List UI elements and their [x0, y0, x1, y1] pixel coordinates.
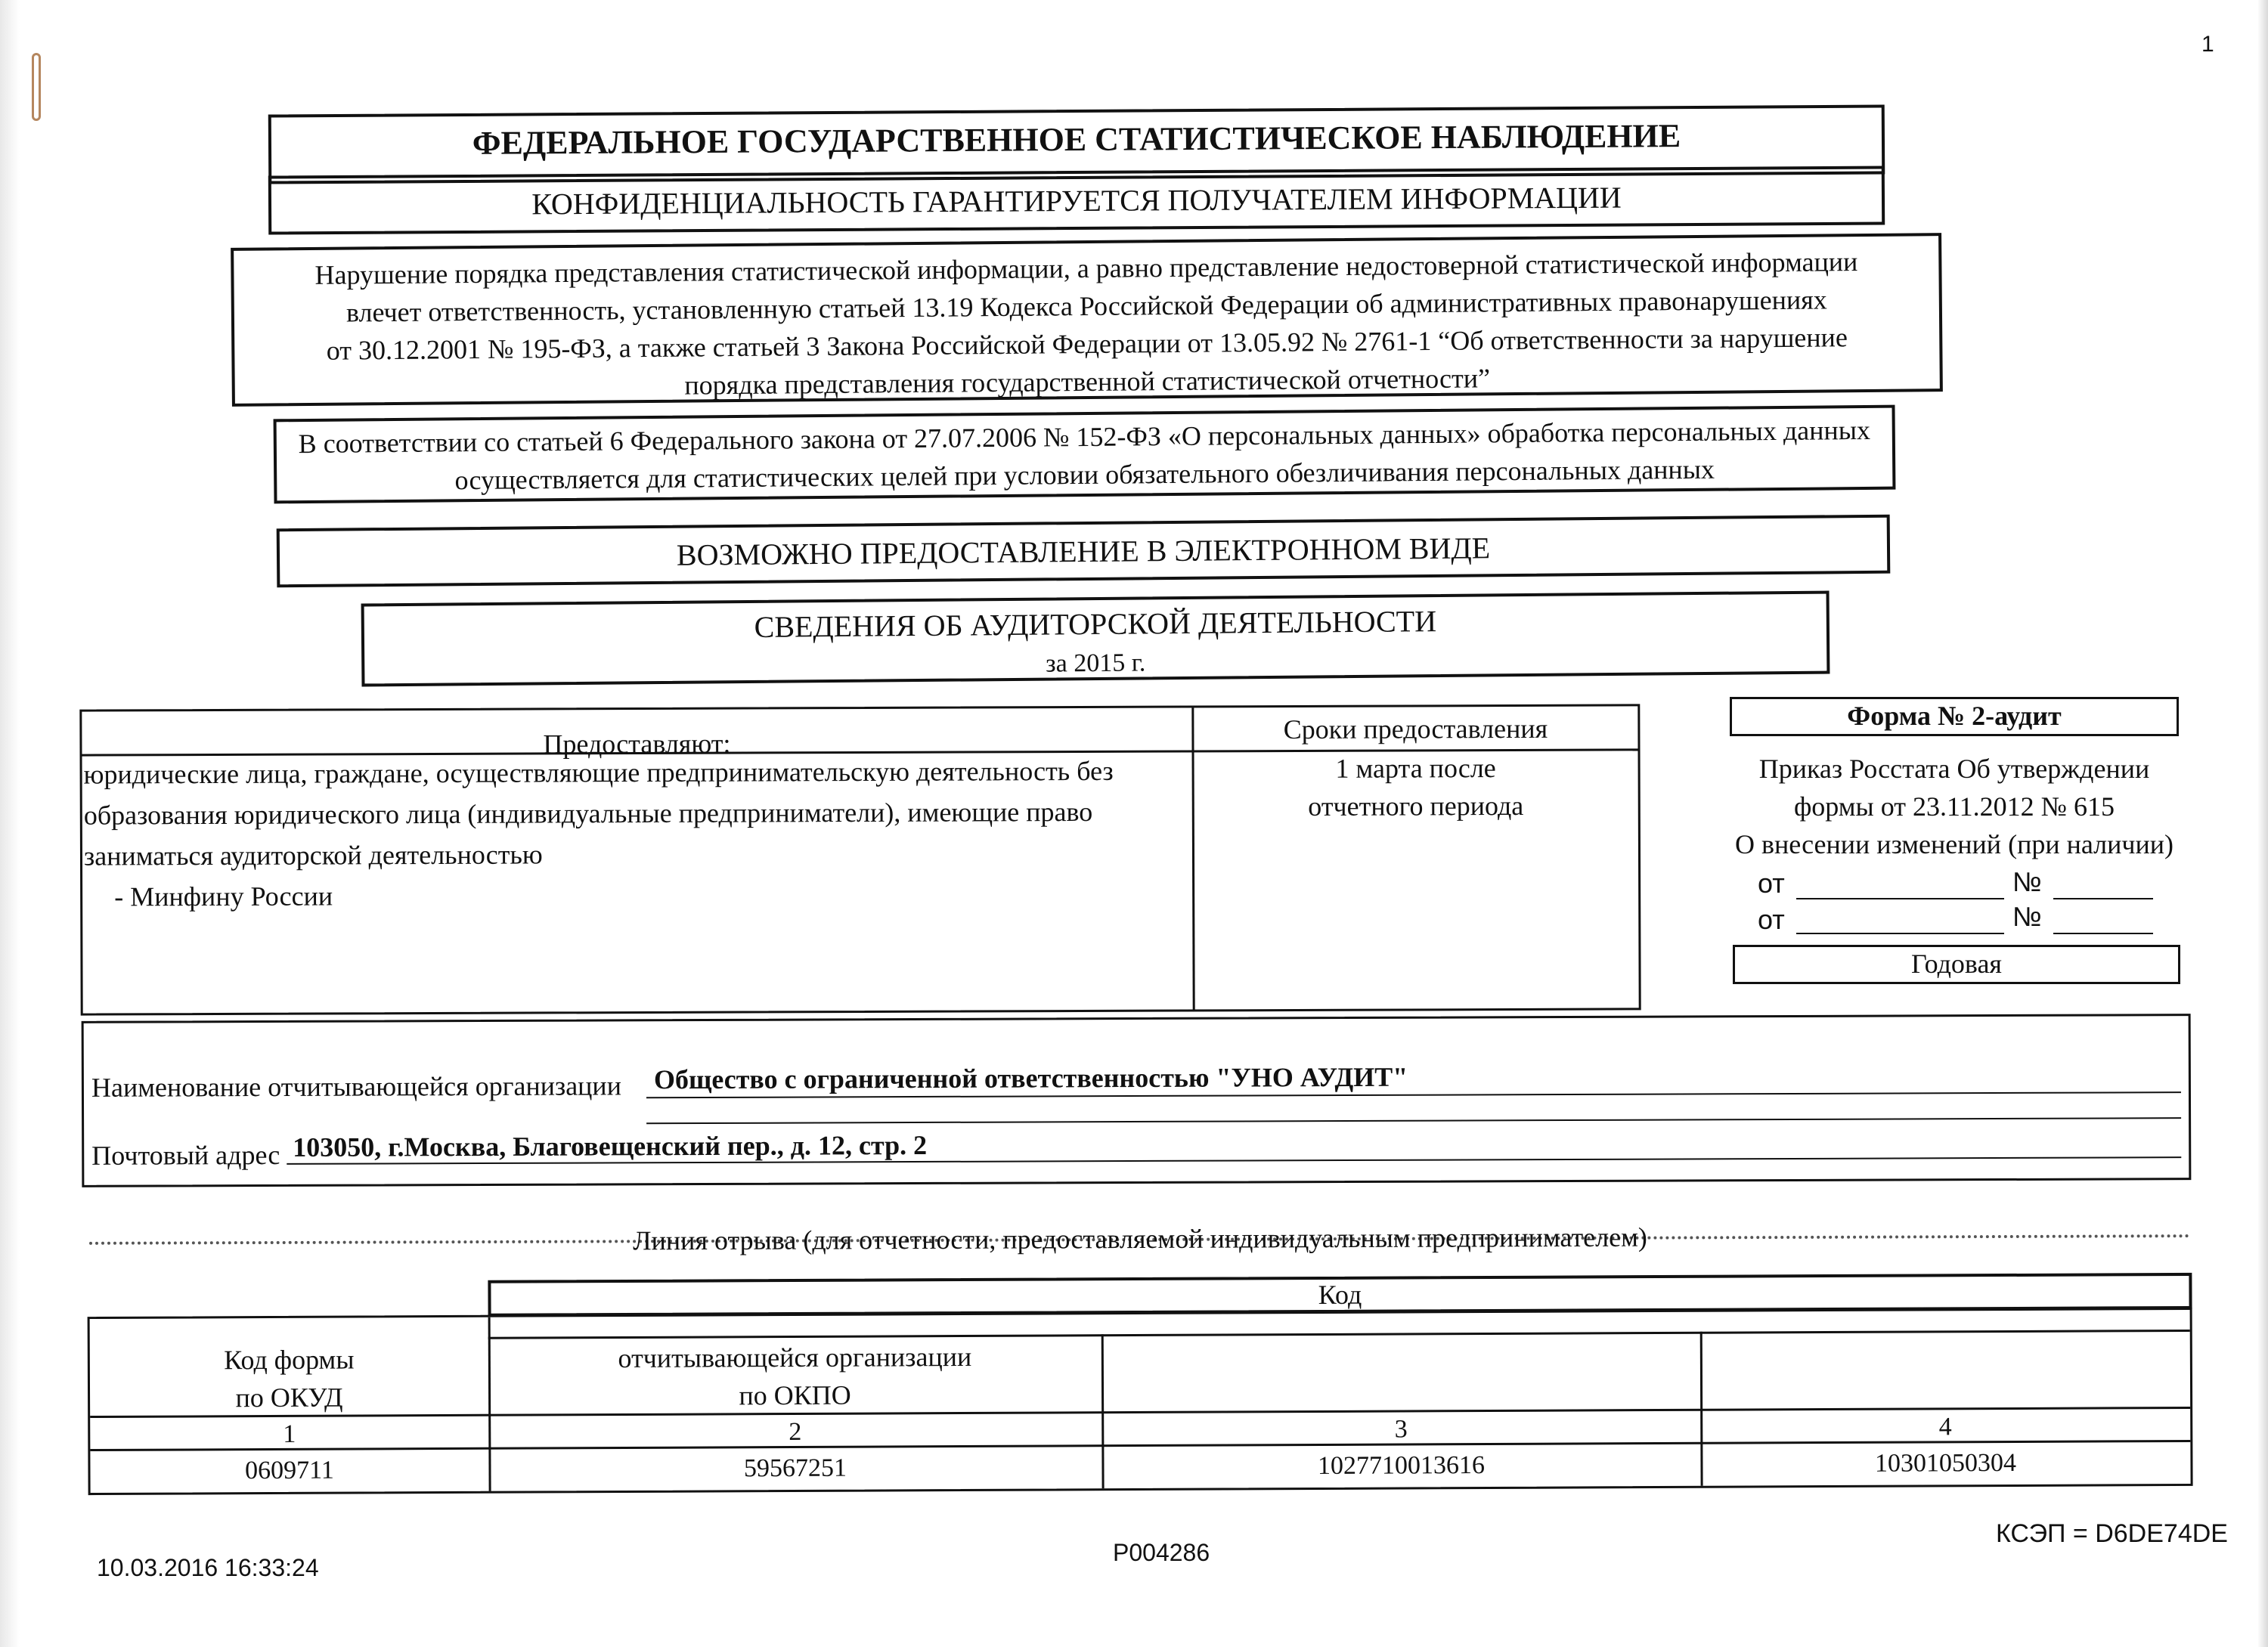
col-number-2: 2 — [789, 1417, 802, 1447]
col-number-3: 3 — [1394, 1415, 1408, 1444]
legal-warning-line-3: от 30.12.2001 № 195-ФЗ, а также статьей 3 Закона Российской Федерации от 13.05.92 № 2761-1 “Об ответственности за нарушение — [326, 322, 1848, 366]
footer-doc-code: P004286 — [1113, 1539, 1210, 1566]
amendment-from-label-1: от — [1758, 868, 1785, 899]
tear-line-caption: Линия отрыва (для отчетности, предоставляемой индивидуальным предпринимателем) — [633, 1221, 1647, 1256]
page-left-edge — [0, 0, 20, 1647]
personal-data-text — [277, 408, 1893, 501]
order-line-1: Приказ Росстата Об утверждении — [1758, 754, 2150, 784]
col-number-4: 4 — [1938, 1413, 1952, 1441]
footer-signature: КСЭП = D6DE74DE — [1996, 1519, 2228, 1548]
deadline-line-1: 1 марта после — [1335, 753, 1496, 784]
okpo-header-line-2: по ОКПО — [739, 1379, 851, 1411]
order-line-2: формы от 23.11.2012 № 615 — [1793, 791, 2115, 822]
page-number: 1 — [2201, 32, 2214, 57]
amendment-from-label-2: от — [1758, 904, 1785, 935]
electronic-submission-text: ВОЗМОЖНО ПРЕДОСТАВЛЕНИЕ В ЭЛЕКТРОННОМ ВИДЕ — [676, 531, 1491, 572]
organization-name-label: Наименование отчитывающейся организации — [91, 1070, 621, 1103]
codes-grid — [88, 1308, 2193, 1495]
report-period-prefix: за — [1046, 649, 1067, 678]
code-col4-value: 10301050304 — [1874, 1448, 2017, 1478]
report-title: СВЕДЕНИЯ ОБ АУДИТОРСКОЙ ДЕЯТЕЛЬНОСТИ — [754, 604, 1437, 644]
personal-data-line-1: В соответствии со статьей 6 Федерального закона от 27.07.2006 № 152-ФЗ «О персональных данных» обработка персональных данных — [298, 414, 1871, 460]
amendment-date-line-2[interactable] — [1796, 933, 2004, 934]
staple-mark — [32, 53, 41, 121]
confidentiality-text: КОНФИДЕНЦИАЛЬНОСТЬ ГАРАНТИРУЕТСЯ ПОЛУЧАТЕЛЕМ ИНФОРМАЦИИ — [531, 180, 1622, 221]
legal-warning-line-4: порядка представления государственной статистической отчетности” — [684, 363, 1491, 401]
submitters-list — [84, 750, 1188, 917]
personal-data-box — [274, 405, 1896, 504]
codes-header-label: Код — [1318, 1279, 1362, 1310]
submitters-line-1: юридические лица, граждане, осуществляющие предпринимательскую деятельность без — [83, 755, 1114, 790]
periodicity: Годовая — [1911, 949, 2002, 979]
organization-box — [82, 1014, 2192, 1187]
postal-address-label: Почтовый адрес — [91, 1139, 280, 1171]
report-title-box — [361, 591, 1830, 687]
report-year: 2015 — [1074, 649, 1126, 678]
okud-header-line-1: Код формы — [224, 1344, 355, 1376]
legal-warning-text — [234, 236, 1940, 408]
okud-header — [90, 1340, 488, 1417]
submitters-col1-header: Предоставляют: — [543, 728, 731, 760]
form-number: Форма № 2-аудит — [1847, 701, 2062, 731]
okud-header-line-2: по ОКУД — [235, 1382, 343, 1413]
amendment-date-line-1[interactable] — [1796, 898, 2004, 899]
okpo-header — [488, 1337, 1101, 1416]
electronic-submission-box — [277, 515, 1891, 588]
deadline-line-2: отчетного периода — [1308, 790, 1524, 822]
order-line-3: О внесении изменений (при наличии) — [1734, 829, 2174, 859]
organization-name-line-2 — [646, 1117, 2181, 1124]
legal-warning-line-1: Нарушение порядка представления статистической информации, а равно представление недостоверной статистической информации — [314, 246, 1858, 290]
amendment-row-2 — [1758, 904, 1785, 936]
federal-observation-title: ФЕДЕРАЛЬНОЕ ГОСУДАРСТВЕННОЕ СТАТИСТИЧЕСКОЕ НАБЛЮДЕНИЕ — [472, 117, 1681, 162]
footer-timestamp: 10.03.2016 16:33:24 — [97, 1554, 319, 1581]
legal-warning-box — [231, 233, 1943, 407]
personal-data-line-2: осуществляется для статистических целей при условии обязательного обезличивания персональных данных — [454, 454, 1715, 496]
report-period-suffix: г. — [1131, 649, 1146, 677]
amendment-number-label-2: № — [2012, 901, 2042, 932]
submitters-line-3: заниматься аудиторской деятельностью — [83, 839, 543, 871]
confidentiality-box — [268, 166, 1885, 234]
page-right-edge — [2257, 0, 2268, 1647]
order-info — [1716, 750, 2192, 863]
okpo-header-line-1: отчитывающейся организации — [618, 1341, 972, 1374]
codes-table — [87, 1273, 2192, 1495]
amendment-number-line-2[interactable] — [2053, 933, 2153, 934]
submitters-col2-header: Сроки предоставления — [1283, 713, 1548, 745]
submitters-table — [79, 704, 1641, 1015]
periodicity-box — [1733, 945, 2180, 984]
deadline-text — [1193, 748, 1637, 825]
amendment-number-label-1: № — [2012, 866, 2042, 897]
form-number-box — [1730, 697, 2179, 736]
okud-code-value: 0609711 — [245, 1456, 334, 1485]
amendment-row-1 — [1758, 868, 1785, 899]
col-number-1: 1 — [283, 1419, 296, 1448]
code-col3-value: 1027710013616 — [1317, 1451, 1486, 1480]
legal-warning-line-2: влечет ответственность, установленную статьей 13.19 Кодекса Российской Федерации об административных правонарушениях — [345, 284, 1827, 328]
okpo-code-value: 59567251 — [743, 1454, 847, 1483]
postal-address-value: 103050, г.Москва, Благовещенский пер., д. 12, стр. 2 — [293, 1129, 928, 1162]
organization-name-value: Общество с ограниченной ответственностью "УНО АУДИТ" — [653, 1061, 1408, 1095]
amendment-number-line-1[interactable] — [2053, 898, 2153, 899]
codes-subheader-line — [488, 1330, 2190, 1339]
submitters-line-4: - Минфину России — [114, 881, 333, 912]
submitters-line-2: образования юридического лица (индивидуальные предприниматели), имеющие право — [83, 796, 1093, 831]
